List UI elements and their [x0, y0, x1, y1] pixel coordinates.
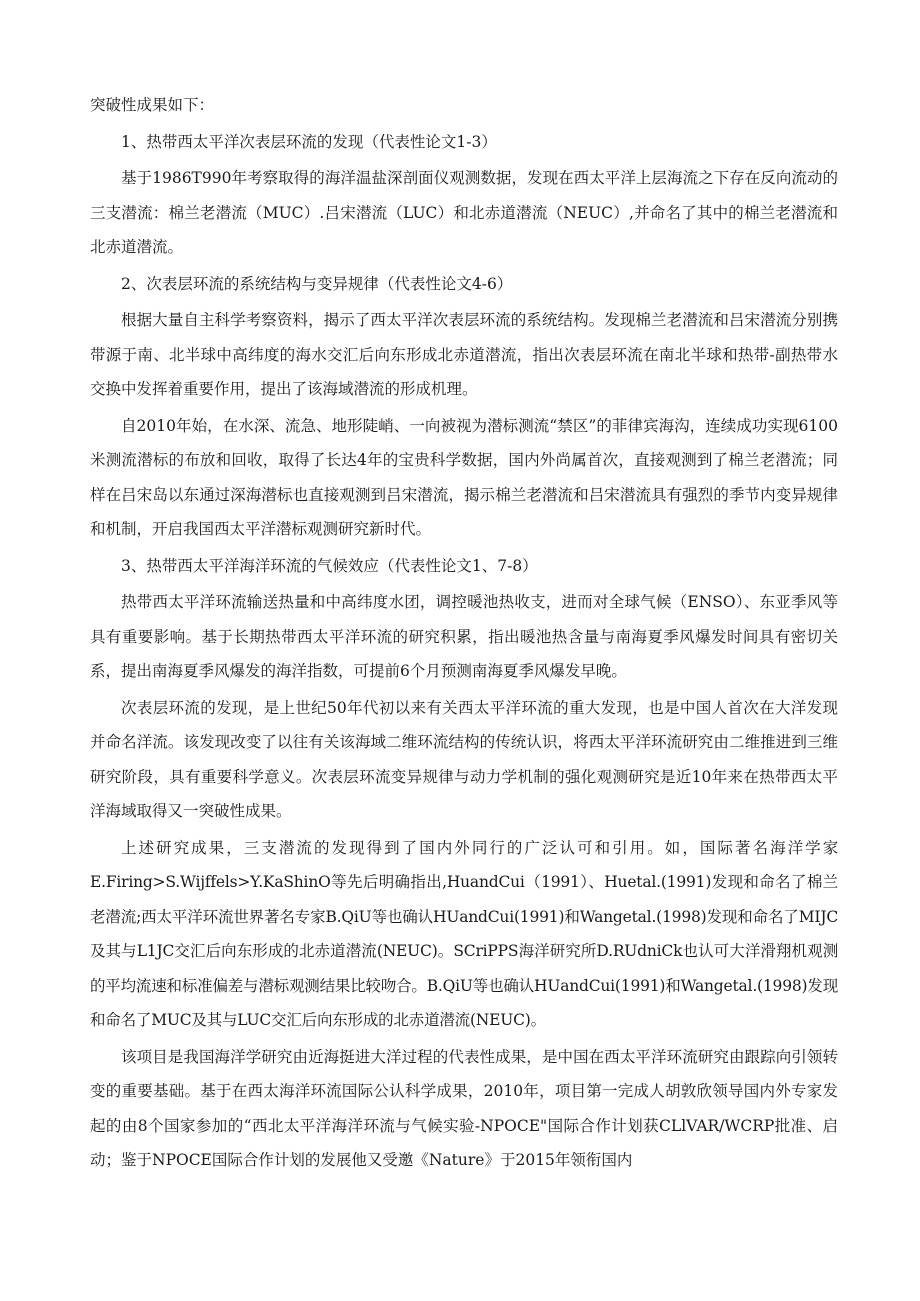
section-heading-3: 3、热带西太平洋海洋环流的气候效应（代表性论文1、7-8） [121, 556, 538, 575]
body-paragraph: 基于1986T990年考察取得的海洋温盐深剖面仪观测数据，发现在西太平洋上层海流之下存在反向流动的三支潜流：棉兰老潜流（MUC）.吕宋潜流（LUC）和北赤道潜流（NEUC）,并命名了其中的棉兰老潜流和北赤道潜流。 [90, 169, 838, 256]
body-paragraph: 根据大量自主科学考察资料，揭示了西太平洋次表层环流的系统结构。发现棉兰老潜流和吕宋潜流分别携带源于南、北半球中高纬度的海水交汇后向东形成北赤道潜流，指出次表层环流在南北半球和热带-副热带水交换中发挥着重要作用，提出了该海域潜流的形成机理。 [90, 311, 838, 398]
body-paragraph: 上述研究成果，三支潜流的发现得到了国内外同行的广泛认可和引用。如，国际著名海洋学家E.Firing>S.Wijffels>Y.KaShinO等先后明确指出,HuandCui（1991）、Huetal.(1991)发现和命名了棉兰老潜流;西太平洋环流世界著名专家B.QiU等也确认HUandCui(1991)和Wangetal.(1998)发现和命名了MIJC及其与L1JC交汇后向东形成的北赤道潜流(NEUC)。SCriPPS海洋研究所D.RUdniCk也认可大洋滑翔机观测的平均流速和标准偏差与潜标观测结果比较吻合。B.QiU等也确认HUandCui(1991)和Wangetal.(1998)发现和命名了MUC及其与LUC交汇后向东形成的北赤道潜流(NEUC)。 [90, 838, 838, 1029]
body-paragraph: 热带西太平洋环流输送热量和中高纬度水团，调控暖池热收支，进而对全球气候（ENSO）、东亚季风等具有重要影响。基于长期热带西太平洋环流的研究积累，指出暖池热含量与南海夏季风爆发时间具有密切关系，提出南海夏季风爆发的海洋指数，可提前6个月预测南海夏季风爆发早晚。 [90, 593, 838, 680]
section-heading-2: 2、次表层环流的系统结构与变异规律（代表性论文4-6） [121, 274, 513, 293]
body-paragraph: 自2010年始，在水深、流急、地形陡峭、一向被视为潜标测流“禁区”的菲律宾海沟，连续成功实现6100米测流潜标的布放和回收，取得了长达4年的宝贵科学数据，国内外尚属首次，直接观测到了棉兰老潜流；同样在吕宋岛以东通过深海潜标也直接观测到吕宋潜流，揭示棉兰老潜流和吕宋潜流具有强烈的季节内变异规律和机制，开启我国西太平洋潜标观测研究新时代。 [90, 416, 838, 538]
body-paragraph: 次表层环流的发现，是上世纪50年代初以来有关西太平洋环流的重大发现，也是中国人首次在大洋发现并命名洋流。该发现改变了以往有关该海域二维环流结构的传统认识，将西太平洋环流研究由二维推进到三维研究阶段，具有重要科学意义。次表层环流变异规律与动力学机制的强化观测研究是近10年来在热带西太平洋海域取得又一突破性成果。 [90, 698, 838, 820]
body-paragraph: 该项目是我国海洋学研究由近海挺进大洋过程的代表性成果，是中国在西太平洋环流研究由跟踪向引领转变的重要基础。基于在西太海洋环流国际公认科学成果，2010年，项目第一完成人胡敦欣领导国内外专家发起的由8个国家参加的“西北太平洋海洋环流与气候实验-NPOCE"国际合作计划获CLlVAR/WCRP批准、启动；鉴于NPOCE国际合作计划的发展他又受邀《Nature》于2015年领衔国内 [90, 1047, 838, 1169]
intro-line: 突破性成果如下： [90, 96, 215, 114]
section-heading-1: 1、热带西太平洋次表层环流的发现（代表性论文1-3） [121, 132, 497, 151]
document-page [90, 88, 838, 1180]
